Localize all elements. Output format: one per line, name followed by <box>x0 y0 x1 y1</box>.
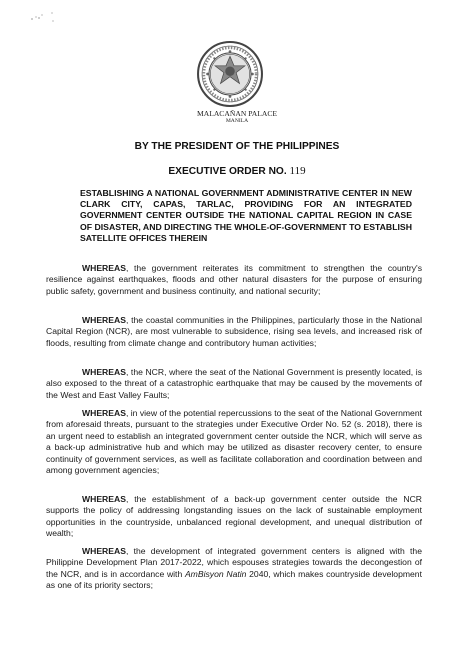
whereas-label: WHEREAS <box>82 263 126 273</box>
whereas-label: WHEREAS <box>82 546 126 556</box>
clause-text: , the coastal communities in the Philippines, particularly those in the National Capital Region (NCR), are most vulnerable to subsidence, rising sea levels, and increased risk of floods, resulting from climate change and contributory human activities; <box>46 315 422 348</box>
plan-name: AmBisyon Natin <box>184 568 247 579</box>
whereas-label: WHEREAS <box>82 494 126 504</box>
clause-text: , the government reiterates its commitment to strengthen the country's resilience against earthquakes, floods and other natural disasters for the purpose of ensuring public safety, government and business continuity, and national security; <box>46 263 422 296</box>
clause-text: , in view of the potential repercussions to the seat of the National Government from aforesaid threats, pursuant to the strategies under Executive Order No. 52 (s. 2018), there is an urgent need to establish an integrated government center outside the NCR, which will serve as a back-up administrative hub and which may be utilized as disaster recovery center, to ensure continuity of government services, as well as facilitate collaboration and coordination between and among government agencies; <box>46 408 422 476</box>
clause-text: , the establishment of a back-up government center outside the NCR supports the policy of addressing longstanding issues on the lack of sustainable employment opportunities in the countryside, unbalanced regional development, and unequal distribution of wealth; <box>46 494 422 539</box>
whereas-clause-4 <box>46 408 422 476</box>
clause-text: , the development of integrated government centers is aligned with the Philippine Development Plan 2017-2022, which espouses strategies towards the decongestion of the NCR, and is in accordance with <box>46 546 422 579</box>
order-label: EXECUTIVE ORDER NO. <box>168 166 287 177</box>
order-number: 119 <box>289 165 306 177</box>
city-name: MANILA <box>225 118 249 124</box>
issuer-line: BY THE PRESIDENT OF THE PHILIPPINES <box>134 141 340 152</box>
scan-specks <box>30 10 60 24</box>
order-title: ESTABLISHING A NATIONAL GOVERNMENT ADMINISTRATIVE CENTER IN NEW CLARK CITY, CAPAS, TARLAC, PROVIDING FOR AN INTEGRATED GOVERNMENT CENTER OUTSIDE THE NATIONAL CAPITAL REGION IN CASE OF DISASTER, AND DIRECTING THE WHOLE-OF-GOVERNMENT TO ESTABLISH SATELLITE OFFICES THEREIN <box>80 188 412 243</box>
whereas-clause-2 <box>46 315 422 349</box>
whereas-clause-1 <box>46 263 422 297</box>
whereas-clause-3 <box>46 367 422 401</box>
whereas-label: WHEREAS <box>82 408 126 418</box>
whereas-label: WHEREAS <box>82 315 126 325</box>
executive-order-heading <box>0 165 474 177</box>
presidential-seal-icon <box>196 40 264 108</box>
whereas-clause-5 <box>46 494 422 540</box>
clause-text-end: 2040, which makes countryside development as one of its priority sectors; <box>46 568 422 591</box>
palace-name: MALACAÑAN PALACE <box>196 109 278 118</box>
whereas-label: WHEREAS <box>82 367 126 377</box>
clause-text: , the NCR, where the seat of the National Government is presently located, is also exposed to the threat of a catastrophic earthquake that may be caused by the movements of the West and East Valley Faults; <box>46 367 422 400</box>
whereas-clause-6 <box>46 546 422 592</box>
